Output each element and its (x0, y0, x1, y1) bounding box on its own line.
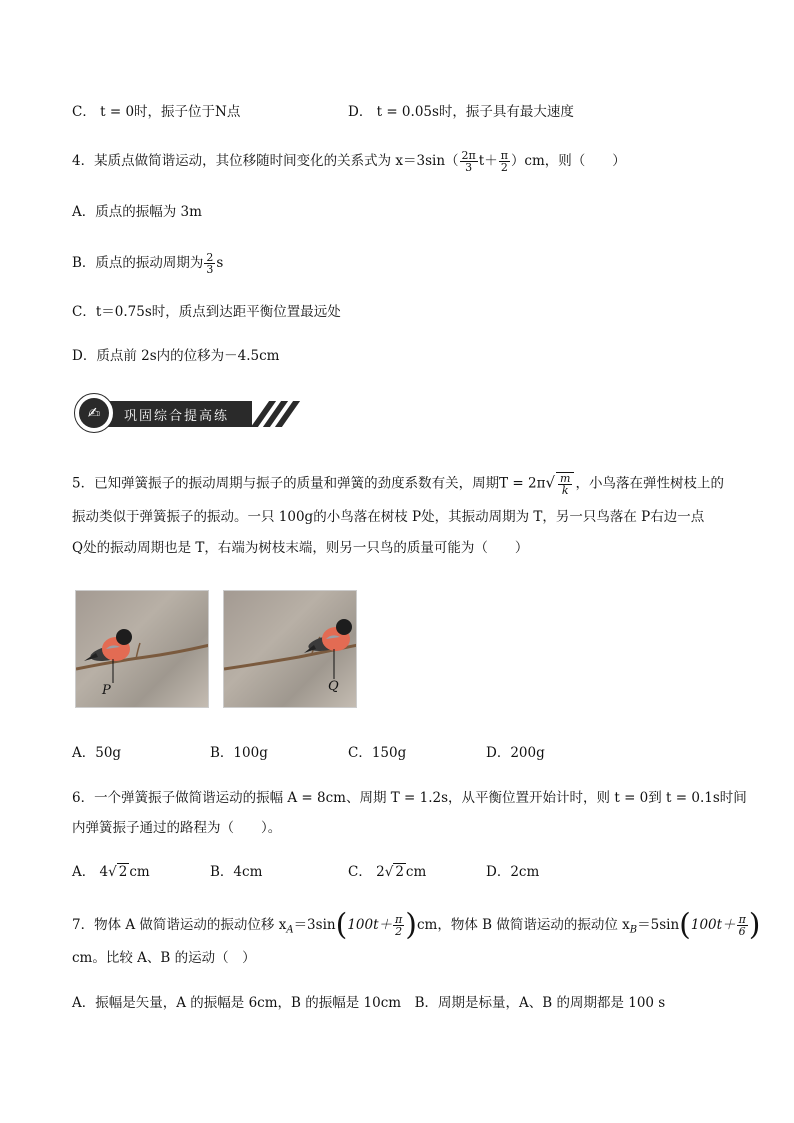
q6-option-b: B．4cm (210, 864, 263, 880)
q6-line-2: 内弹簧振子通过的路程为（ ）。 (72, 820, 282, 836)
q7-sub-a: A (286, 924, 294, 936)
q3-option-c: C． t = 0时，振子位于N点 (72, 104, 241, 120)
q6-option-c: C． 2√ 2 cm (348, 864, 427, 880)
q4-fraction-2 (499, 150, 510, 173)
q5-sqrt-fraction (556, 472, 574, 496)
q6-opt-c-unit: cm (405, 864, 427, 880)
q4-frac1-num: 2π (461, 149, 476, 162)
q4-mid: t＋ (478, 153, 498, 169)
q5-option-d: D．200g (486, 745, 545, 761)
q4-option-b-text: B．质点的振动周期为 (72, 255, 204, 271)
q4-stem (72, 150, 626, 173)
q5-sqrt-den: k (561, 484, 569, 497)
q6-opt-a-unit: cm (129, 864, 150, 880)
q4-option-c: C．t＝0.75s时，质点到达距平衡位置最远处 (72, 304, 341, 320)
q5-sqrt-num: m (560, 472, 571, 485)
bird-photo-q (223, 590, 357, 708)
q4-frac1-den: 3 (465, 161, 473, 174)
q4-frac2-den: 2 (500, 161, 508, 174)
q7-line-3: A．振幅是矢量，A 的振幅是 6cm，B 的振幅是 10cm B．周期是标量，A、B 的周期都是 100 s (72, 995, 666, 1011)
q7-text-c: cm，物体 B 做简谐运动的振动位 x (416, 917, 630, 933)
q4-option-d: D．质点前 2s内的位移为－4.5cm (72, 348, 280, 364)
q6-option-a: A． 4√ 2 cm (72, 864, 150, 880)
q4-optb-den: 3 (206, 263, 214, 276)
q6-opt-a-text: A． 4 (72, 864, 109, 880)
q7-fa-num: π (395, 913, 403, 926)
q7-fraction-b (737, 914, 748, 937)
point-label-q: Q (328, 679, 339, 694)
q5-option-c: C．150g (348, 745, 407, 761)
q7-sub-b: B (629, 924, 638, 936)
q4-stem-text: 4．某质点做简谐运动，其位移随时间变化的关系式为 x＝3sin（ (72, 153, 459, 169)
q7-inner-a: 100t＋ (347, 917, 393, 933)
q7-inner-b: 100t＋ (690, 917, 736, 933)
section-title: 巩固综合提高练 (124, 409, 230, 424)
q7-fraction-a (393, 914, 404, 937)
q6-opt-a-radicand: 2 (118, 864, 128, 880)
q5-line-2: 振动类似于弹簧振子的振动。一只 100g的小鸟落在树枝 P处，其振动周期为 T，另一只鸟落在 P右边一点 (72, 509, 705, 525)
q7-fa-den: 2 (395, 925, 403, 938)
q4-option-b-fraction (204, 252, 215, 275)
bird-photo-p (75, 590, 209, 708)
q5-line-1-end: ，小鸟落在弹性树枝上的 (575, 475, 724, 492)
q7-line-1: 7．物体 A 做简谐运动的振动位移 $x_A=3\sin(100t+$ $\frac{\pi}{2}$ )cm，物体 B 做简谐运动的振动位 $x_B=5\sin(100t+$ $\frac{\pi}{6}$ ) (72, 907, 761, 943)
q4-option-b-unit: s (216, 255, 224, 271)
point-label-p: P (102, 683, 111, 698)
q3-option-d: D． t = 0.05s时，振子具有最大速度 (348, 104, 574, 120)
q5-line-3: Q处的振动周期也是 T，右端为树枝末端，则另一只鸟的质量可能为（ ） (72, 540, 529, 556)
q7-fb-num: π (738, 913, 746, 926)
q7-line-2: cm。比较 A、B 的运动（ ） (72, 950, 256, 966)
q4-option-a: A．质点的振幅为 3m (72, 204, 202, 220)
q5-option-a: A．50g (72, 745, 122, 761)
q7-text-d: ＝5sin (637, 917, 680, 933)
hand-pencil-icon: ✍ (74, 393, 114, 433)
q4-option-b (72, 252, 223, 275)
q6-opt-c-text: C． 2 (348, 864, 385, 880)
q6-option-d: D．2cm (486, 864, 540, 880)
q7-text-b: ＝3sin (293, 917, 336, 933)
q4-frac2-num: π (500, 149, 508, 162)
section-banner (74, 393, 296, 435)
q5-line-1-text: 5．已知弹簧振子的振动周期与振子的质量和弹簧的劲度系数有关，周期T = 2π (72, 475, 546, 492)
q7-fb-den: 6 (738, 925, 746, 938)
q5-option-b: B．100g (210, 745, 268, 761)
q5-line-1: 5．已知弹簧振子的振动周期与振子的质量和弹簧的劲度系数有关，周期T = 2π√ $\frac{m}{k}$ ，小鸟落在弹性树枝上的 (72, 472, 724, 497)
q4-fraction-1 (460, 150, 478, 173)
q6-line-1: 6．一个弹簧振子做简谐运动的振幅 A = 8cm、周期 T = 1.2s，从平衡位置开始计时，则 t = 0到 t = 0.1s时间 (72, 790, 747, 806)
q4-stem-end: ）cm，则（ ） (510, 153, 626, 169)
q4-optb-num: 2 (206, 251, 214, 264)
q6-opt-c-radicand: 2 (395, 864, 404, 880)
q7-text-a: 7．物体 A 做简谐运动的振动位移 x (72, 917, 287, 933)
